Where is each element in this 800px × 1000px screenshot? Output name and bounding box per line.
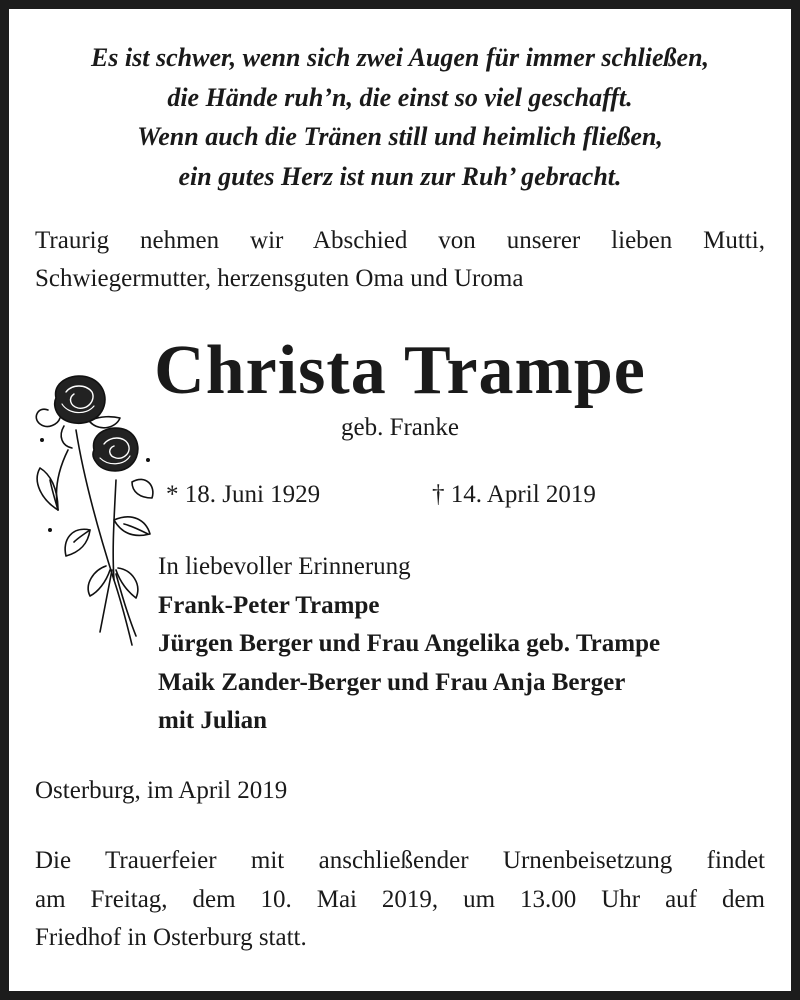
born-name: geb. Franke [340,414,460,441]
mourners-heading: In liebevoller Erinnerung [158,553,411,580]
birth-date: * 18. Juni 1929 [166,481,321,508]
funeral-line: Friedhof in Osterburg statt. [35,924,307,951]
mourners-block [158,548,660,741]
intro-line: Traurig nehmen wir Abschied von unserer lieben Mutti, [35,227,765,254]
death-date: † 14. April 2019 [432,481,596,508]
mourner-name: mit Julian [158,707,268,734]
funeral-notice [35,842,765,958]
mourner-name: Maik Zander-Berger und Frau Anja Berger [158,668,626,696]
deceased-name: Christa Trampe [154,332,646,409]
funeral-line: am Freitag, dem 10. Mai 2019, um 13.00 Uhr auf dem [35,885,765,913]
poem-line: Wenn auch die Tränen still und heimlich fließen, [137,122,663,151]
intro-text [35,222,765,298]
mourner-name: Jürgen Berger und Frau Angelika geb. Trampe [158,630,661,657]
place-date: Osterburg, im April 2019 [35,777,288,804]
rose-icon [28,370,158,660]
poem-line: ein gutes Herz ist nun zur Ruh’ gebracht. [178,161,622,191]
funeral-line: Die Trauerfeier mit anschließender Urnenbeisetzung findet [35,847,765,874]
poem [20,38,780,196]
intro-line: Schwiegermutter, herzensguten Oma und Uroma [35,265,524,292]
poem-line: die Hände ruh’n, die einst so viel geschafft. [167,82,633,112]
mourner-name: Frank-Peter Trampe [158,591,380,619]
poem-line: Es ist schwer, wenn sich zwei Augen für immer schließen, [90,43,710,72]
